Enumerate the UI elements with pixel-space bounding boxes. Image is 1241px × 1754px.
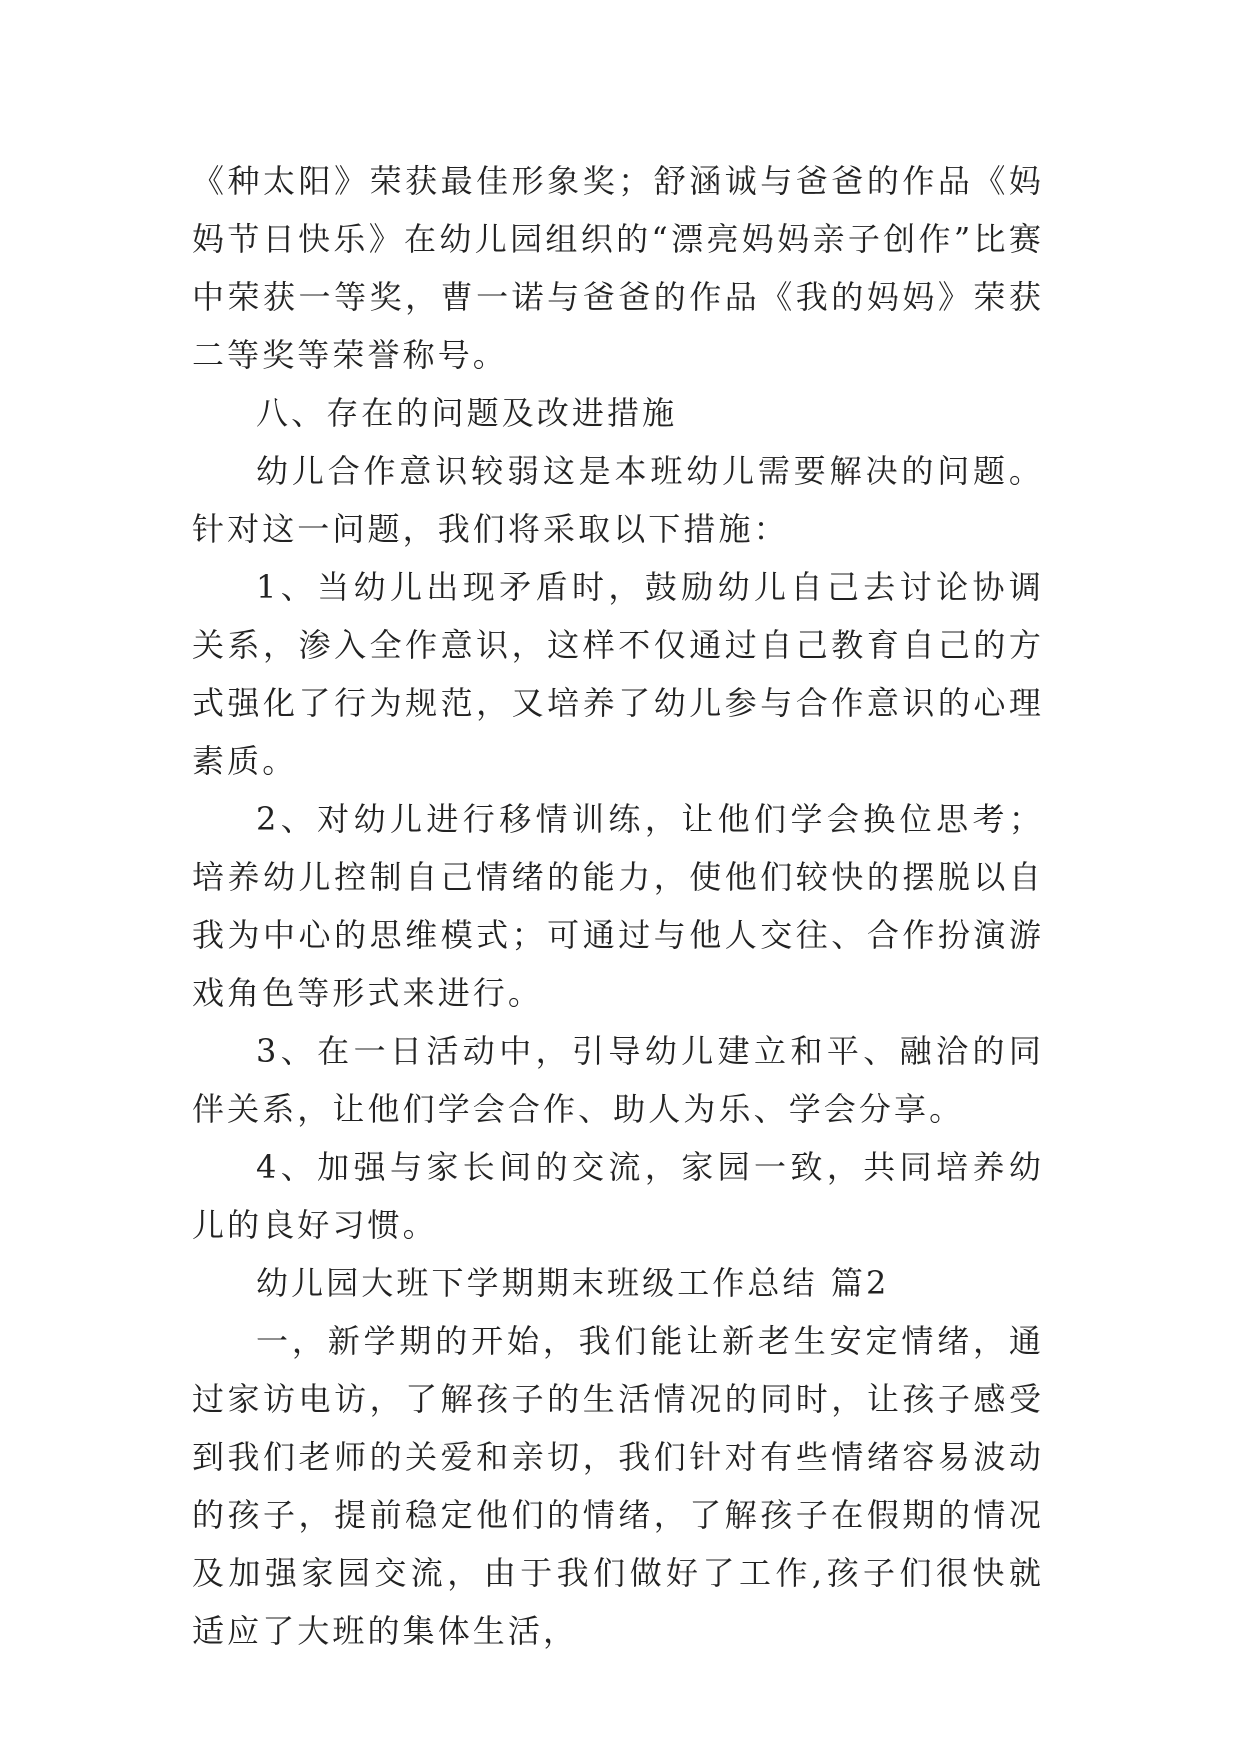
list-item-measure-1: 1、当幼儿出现矛盾时，鼓励幼儿自己去讨论协调关系，渗入全作意识，这样不仅通过自己教育自己的方式强化了行为规范，又培养了幼儿参与合作意识的心理素质。: [192, 568, 1044, 780]
section-heading-problems: 八、存在的问题及改进措施: [256, 394, 678, 432]
document-body: [192, 152, 1044, 1660]
section-title-part-2: 幼儿园大班下学期期末班级工作总结 篇2: [256, 1264, 890, 1302]
list-item-measure-4: 4、加强与家长间的交流，家园一致，共同培养幼儿的良好习惯。: [192, 1148, 1044, 1244]
list-item-measure-3: 3、在一日活动中，引导幼儿建立和平、融洽的同伴关系，让他们学会合作、助人为乐、学会分享。: [192, 1032, 1044, 1128]
paragraph-cooperation-issue: 幼儿合作意识较弱这是本班幼儿需要解决的问题。针对这一问题，我们将采取以下措施：: [192, 452, 1044, 548]
paragraph-award-continuation: 《种太阳》荣获最佳形象奖；舒涵诚与爸爸的作品《妈妈节日快乐》在幼儿园组织的“漂亮妈妈亲子创作”比赛中荣获一等奖，曹一诺与爸爸的作品《我的妈妈》荣获二等奖等荣誉称号。: [192, 162, 1044, 374]
paragraph-new-semester: 一，新学期的开始，我们能让新老生安定情绪，通过家访电访，了解孩子的生活情况的同时，让孩子感受到我们老师的关爱和亲切，我们针对有些情绪容易波动的孩子，提前稳定他们的情绪，了解孩子在假期的情况及加强家园交流，由于我们做好了工作,孩子们很快就适应了大班的集体生活，: [192, 1322, 1044, 1650]
list-item-measure-2: 2、对幼儿进行移情训练，让他们学会换位思考；培养幼儿控制自己情绪的能力，使他们较快的摆脱以自我为中心的思维模式；可通过与他人交往、合作扮演游戏角色等形式来进行。: [192, 800, 1044, 1012]
